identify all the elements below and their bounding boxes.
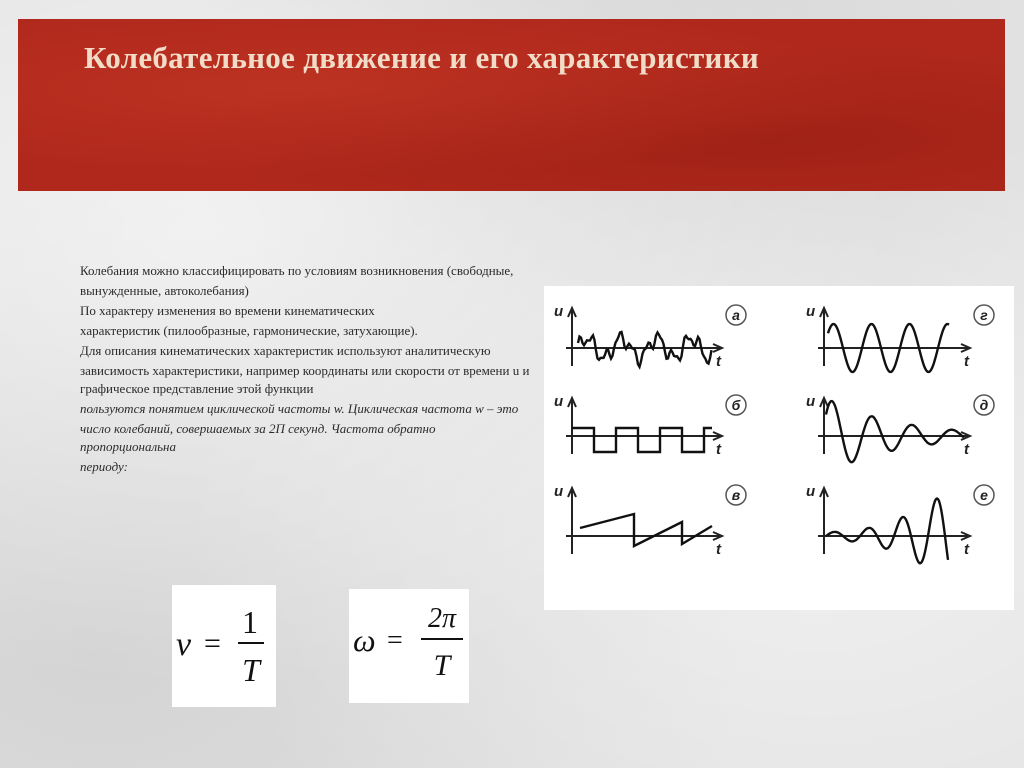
text-body <box>80 262 530 476</box>
oscillation-graphs-panel <box>544 286 1014 610</box>
text-paragraph-5: Для описания кинематических характеристик используют аналитическую <box>80 343 491 358</box>
y-axis-label-r0c1: u <box>806 303 816 320</box>
slide-title: Колебательное движение и его характеристики <box>84 40 760 75</box>
text-paragraph-3: По характеру изменения во времени кинематических <box>80 303 375 318</box>
formula-frequency <box>172 585 276 707</box>
graph-label-r0c0: а <box>732 307 740 323</box>
y-axis-label-r2c0: u <box>554 483 564 500</box>
graph-label-r1c1: д <box>979 397 989 413</box>
graph-label-r1c0: б <box>731 397 741 413</box>
x-axis-label-r0c0: t <box>716 353 721 370</box>
graph-label-r2c0: в <box>731 487 741 503</box>
formula-angular-denominator: T <box>433 649 451 682</box>
curve-square <box>572 428 712 452</box>
text-paragraph-2: вынужденные, автоколебания) <box>80 283 249 298</box>
text-paragraph-4: характеристик (пилообразные, гармонические, затухающие). <box>80 323 418 338</box>
formula-angular-eq: = <box>387 625 403 656</box>
formula-frequency-denominator: T <box>242 652 260 688</box>
curve-sawtooth <box>580 514 712 546</box>
formula-angular-lhs: ω <box>353 622 376 658</box>
text-paragraph-7: пользуются понятием циклической частоты w. Циклическая частота w – это <box>80 401 519 416</box>
x-axis-label-r2c0: t <box>716 541 721 558</box>
graph-label-r2c1: е <box>980 487 988 503</box>
formula-angular-numerator: 2π <box>427 603 457 634</box>
text-paragraph-1: Колебания можно классифицировать по условиям возникновения (свободные, <box>80 263 514 278</box>
formula-frequency-box <box>172 585 276 707</box>
y-axis-label-r0c0: u <box>554 303 564 320</box>
x-axis-label-r1c0: t <box>716 441 721 458</box>
x-axis-label-r0c1: t <box>964 353 969 370</box>
y-axis-label-r1c0: u <box>554 393 564 410</box>
y-axis-label-r1c1: u <box>806 393 816 410</box>
formula-frequency-eq: = <box>204 627 221 660</box>
formula-angular-frequency-box <box>349 589 469 703</box>
curve-irregular <box>578 332 712 367</box>
y-axis-label-r2c1: u <box>806 483 816 500</box>
curve-damped <box>826 401 964 462</box>
text-paragraph-8: число колебаний, совершаемых за 2П секунд. Частота обратно пропорциональна <box>80 421 436 454</box>
formula-angular-frequency <box>349 589 469 703</box>
oscillation-graphs <box>544 286 1014 610</box>
text-paragraph-9: периоду: <box>80 459 128 474</box>
graph-label-r0c1: г <box>980 307 988 323</box>
text-paragraph-6: зависимость характеристики, например координаты или скорости от времени u и графическое представление этой функции <box>80 363 530 396</box>
formula-frequency-lhs: ν <box>176 626 192 663</box>
x-axis-label-r1c1: t <box>964 441 969 458</box>
x-axis-label-r2c1: t <box>964 541 969 558</box>
curve-growing <box>826 499 948 564</box>
formula-frequency-numerator: 1 <box>242 604 258 640</box>
